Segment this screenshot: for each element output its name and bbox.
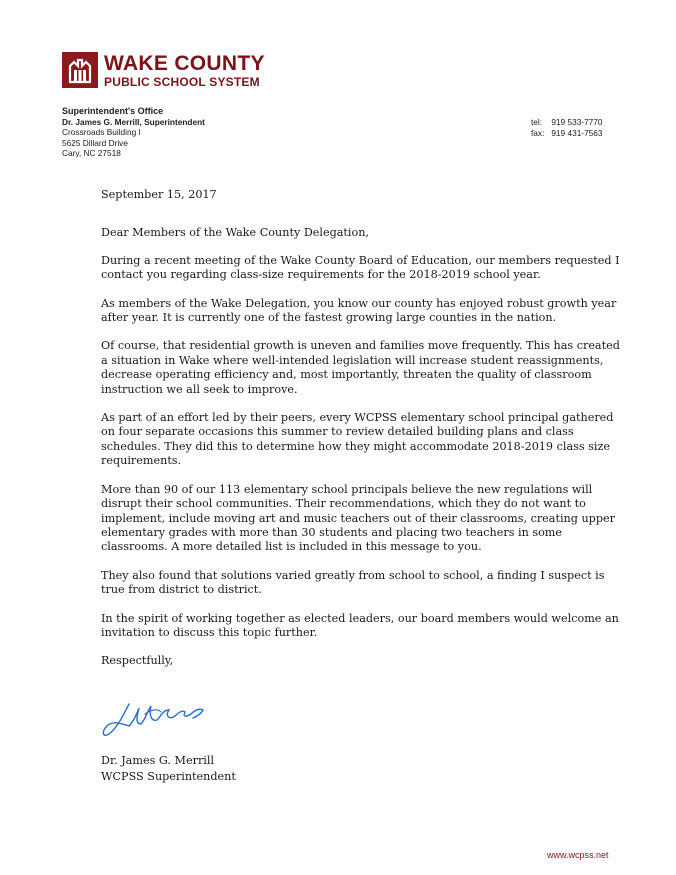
sender-address-block: [62, 106, 205, 159]
sender-building: Crossroads Building I: [62, 127, 141, 138]
contact-block: [531, 117, 603, 138]
logo-line-1: WAKE COUNTY: [104, 51, 265, 75]
fax-number: 919 431-7563: [551, 127, 603, 138]
handwritten-signature: [99, 694, 219, 751]
signer-name: Dr. James G. Merrill: [101, 754, 215, 767]
footer-website: www.wcpss.net: [547, 850, 609, 860]
signer-title: WCPSS Superintendent: [101, 770, 236, 783]
paragraph-5: More than 90 of our 113 elementary school principals believe the new regulations will disrupt their school communities. Their recommendations, which they do not want to implement, include moving art and music teachers out of their classrooms, creating upper elementary grades with more than 30 students and placing two teachers in some classrooms. A more detailed list is included in this message to you.: [101, 482, 615, 554]
logo-line-2: PUBLIC SCHOOL SYSTEM: [104, 74, 260, 89]
paragraph-2: As members of the Wake Delegation, you know our county has enjoyed robust growth year after year. It is currently one of the fastest growing large counties in the nation.: [101, 296, 617, 325]
school-building-icon: [62, 52, 98, 88]
letterhead-logo: [62, 52, 265, 88]
letter-date: September 15, 2017: [101, 188, 217, 201]
letter-body: [101, 188, 621, 669]
logo-wordmark: [104, 53, 265, 88]
fax-label: fax:: [531, 127, 545, 138]
paragraph-1: During a recent meeting of the Wake County Board of Education, our members requested I contact you regarding class-size requirements for the 2018-2019 school year.: [101, 253, 620, 282]
sender-name-title: Dr. James G. Merrill, Superintendent: [62, 116, 205, 127]
sender-city: Cary, NC 27518: [62, 148, 121, 159]
letter-closing: Respectfully,: [101, 654, 174, 668]
tel-number: 919 533-7770: [551, 117, 603, 127]
paragraph-7: In the spirit of working together as elected leaders, our board members would welcome an invitation to discuss this topic further.: [101, 611, 619, 639]
paragraph-4: As part of an effort led by their peers, every WCPSS elementary school principal gathered on four separate occasions this summer to review detailed building plans and class schedules. They did this to determine how they might accommodate 2018-2019 class size requirements.: [101, 411, 614, 468]
signer-block: [101, 753, 236, 785]
paragraph-6: They also found that solutions varied greatly from school to school, a finding I suspect is true from district to district.: [101, 568, 605, 597]
tel-label: tel:: [531, 117, 543, 127]
contact-tel-row: [531, 117, 603, 128]
contact-fax-row: [531, 128, 603, 139]
sender-street: 5625 Dillard Drive: [62, 137, 128, 148]
sender-office: Superintendent's Office: [62, 106, 164, 116]
letter-salutation: Dear Members of the Wake County Delegation,: [101, 226, 370, 240]
paragraph-3: Of course, that residential growth is uneven and families move frequently. This has created a situation in Wake where well-intended legislation will increase student reassignments, decrease operating efficiency and, most importantly, threaten the quality of classroom instruction we all seek to improve.: [101, 339, 620, 396]
